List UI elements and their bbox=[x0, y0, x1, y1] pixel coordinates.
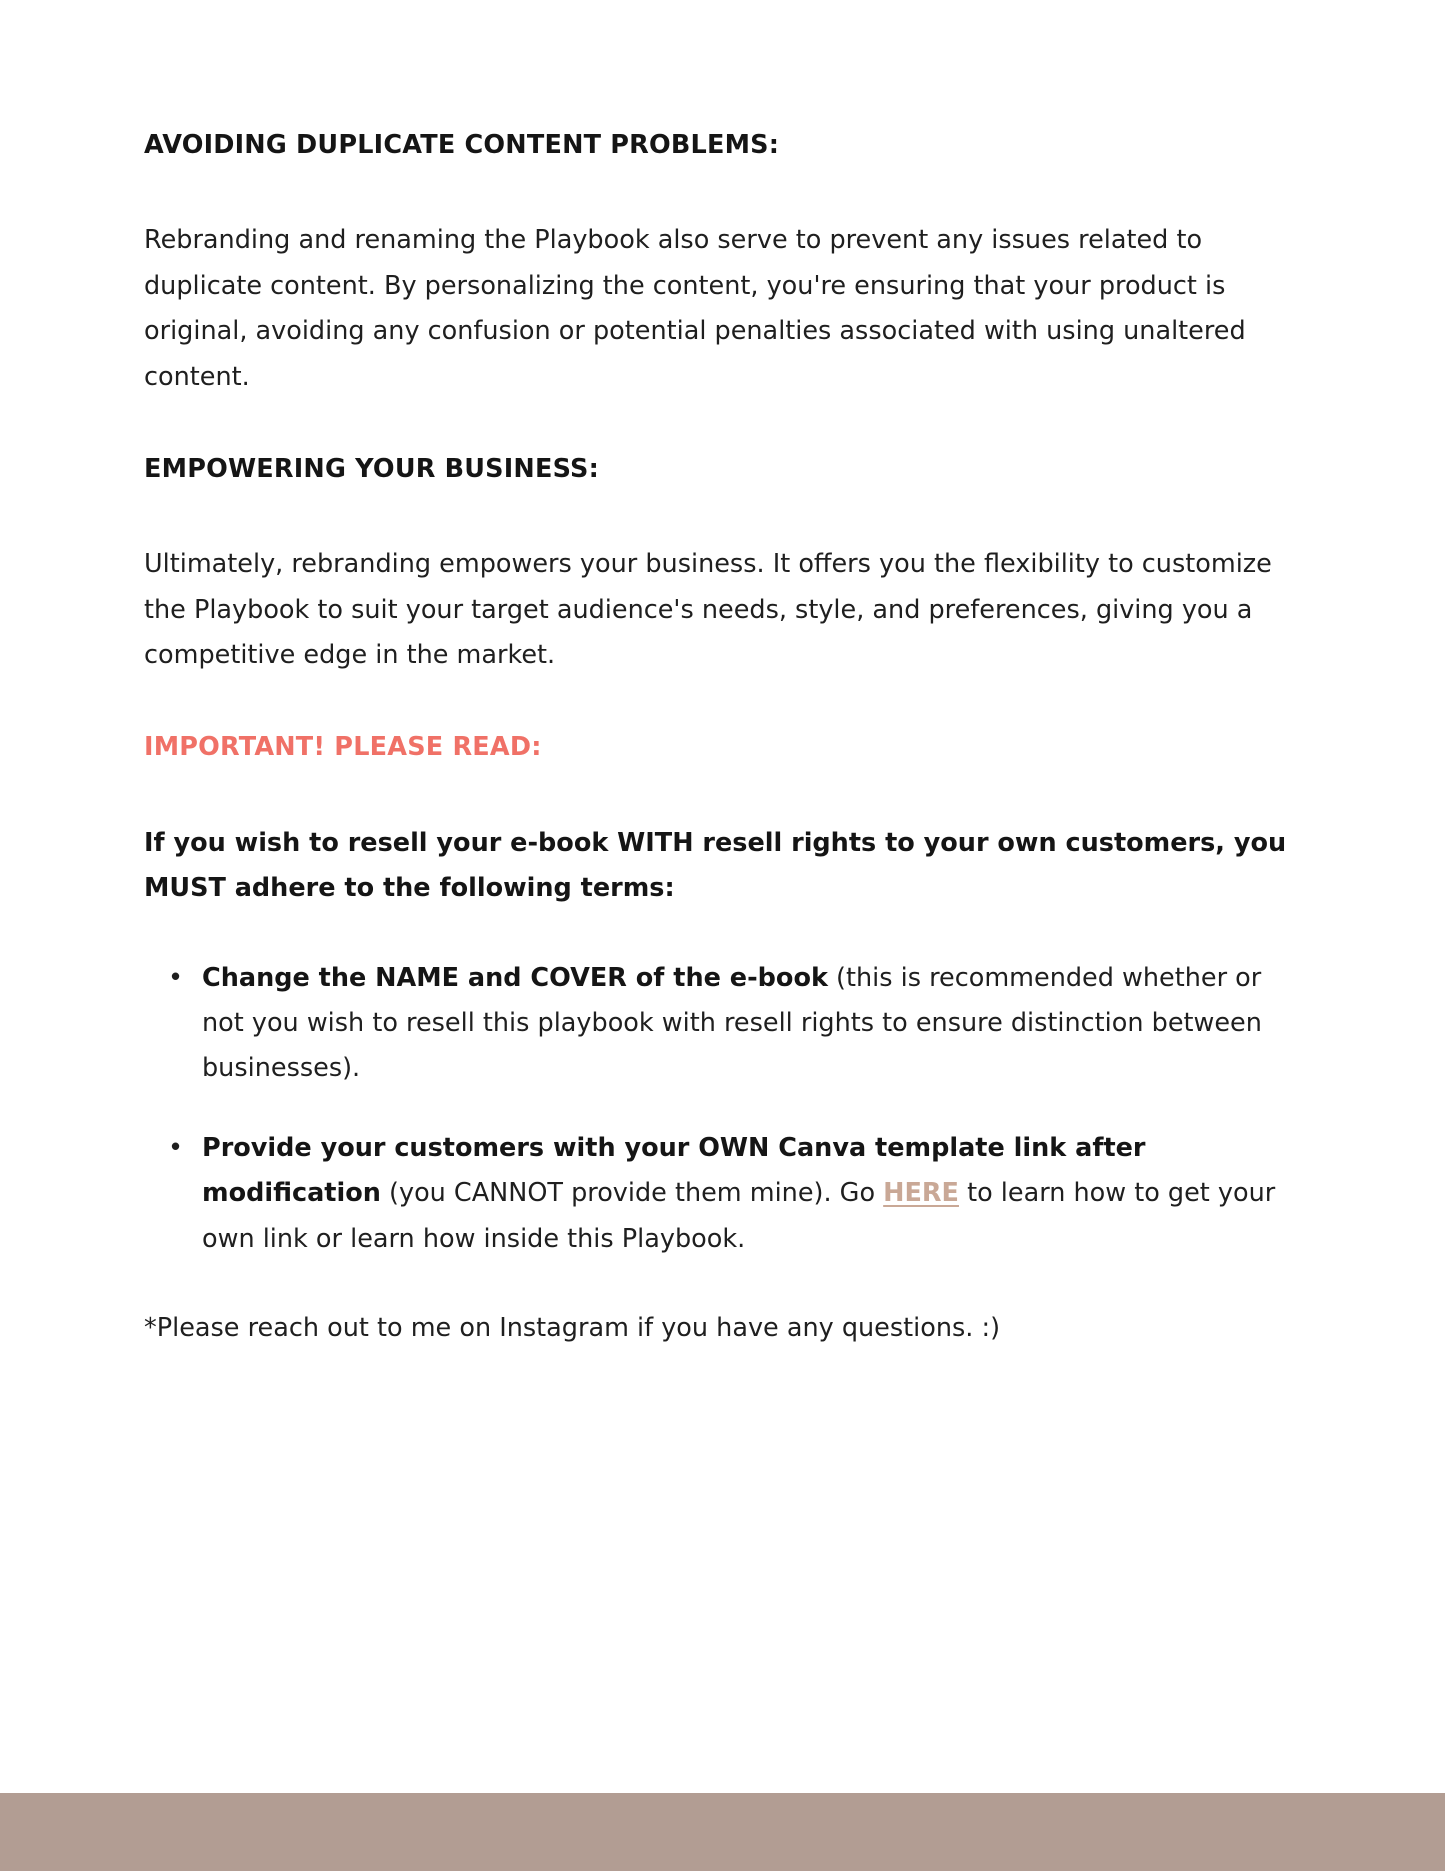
list-item-bold-label: Change the NAME and COVER of the e-book bbox=[202, 962, 828, 993]
footer-band bbox=[0, 1793, 1445, 1871]
list-item-text-before-link: (you CANNOT provide them mine). Go bbox=[380, 1178, 884, 1209]
list-item bbox=[144, 956, 1296, 1092]
list-item bbox=[144, 1126, 1296, 1262]
list-item-text-after-link: to learn how to get your own link or learn how inside this Playbook. bbox=[202, 1178, 1276, 1254]
spacer bbox=[144, 765, 1296, 821]
list-item-text: (this is recommended whether or not you wish to resell this playbook with resell rights to ensure distinction between businesses). bbox=[202, 962, 1262, 1084]
bullet-icon: • bbox=[168, 1132, 184, 1163]
important-notice-heading: IMPORTANT! PLEASE READ: bbox=[144, 732, 542, 763]
section-heading-duplicate-content: AVOIDING DUPLICATE CONTENT PROBLEMS: bbox=[144, 130, 780, 160]
spacer bbox=[144, 162, 1296, 218]
section-heading-empowering-business: EMPOWERING YOUR BUSINESS: bbox=[144, 453, 599, 484]
resell-terms-intro: If you wish to resell your e-book WITH resell rights to your own customers, you MUST adhere to the following terms: bbox=[144, 827, 1287, 904]
footnote-contact: *Please reach out to me on Instagram if you have any questions. :) bbox=[144, 1312, 1001, 1343]
spacer bbox=[144, 912, 1296, 956]
spacer bbox=[144, 486, 1296, 542]
resell-terms-list bbox=[144, 956, 1296, 1262]
paragraph-duplicate-content: Rebranding and renaming the Playbook also serve to prevent any issues related to duplicate content. By personalizing the content, you're ensuring that your product is original, avoiding any confusion or potential penalties associated with using unaltered content. bbox=[144, 225, 1246, 392]
spacer bbox=[144, 678, 1296, 730]
bullet-icon: • bbox=[168, 962, 184, 993]
list-item-bold-label: Provide your customers with your OWN Canva template link after modification bbox=[202, 1132, 1146, 1209]
spacer bbox=[144, 1262, 1296, 1306]
document-content bbox=[144, 128, 1296, 1351]
here-link[interactable]: HERE bbox=[883, 1178, 959, 1209]
paragraph-empowering-business: Ultimately, rebranding empowers your business. It offers you the flexibility to customize the Playbook to suit your target audience's needs, style, and preferences, giving you a competitive edge in the market. bbox=[144, 549, 1272, 671]
spacer bbox=[144, 400, 1296, 452]
